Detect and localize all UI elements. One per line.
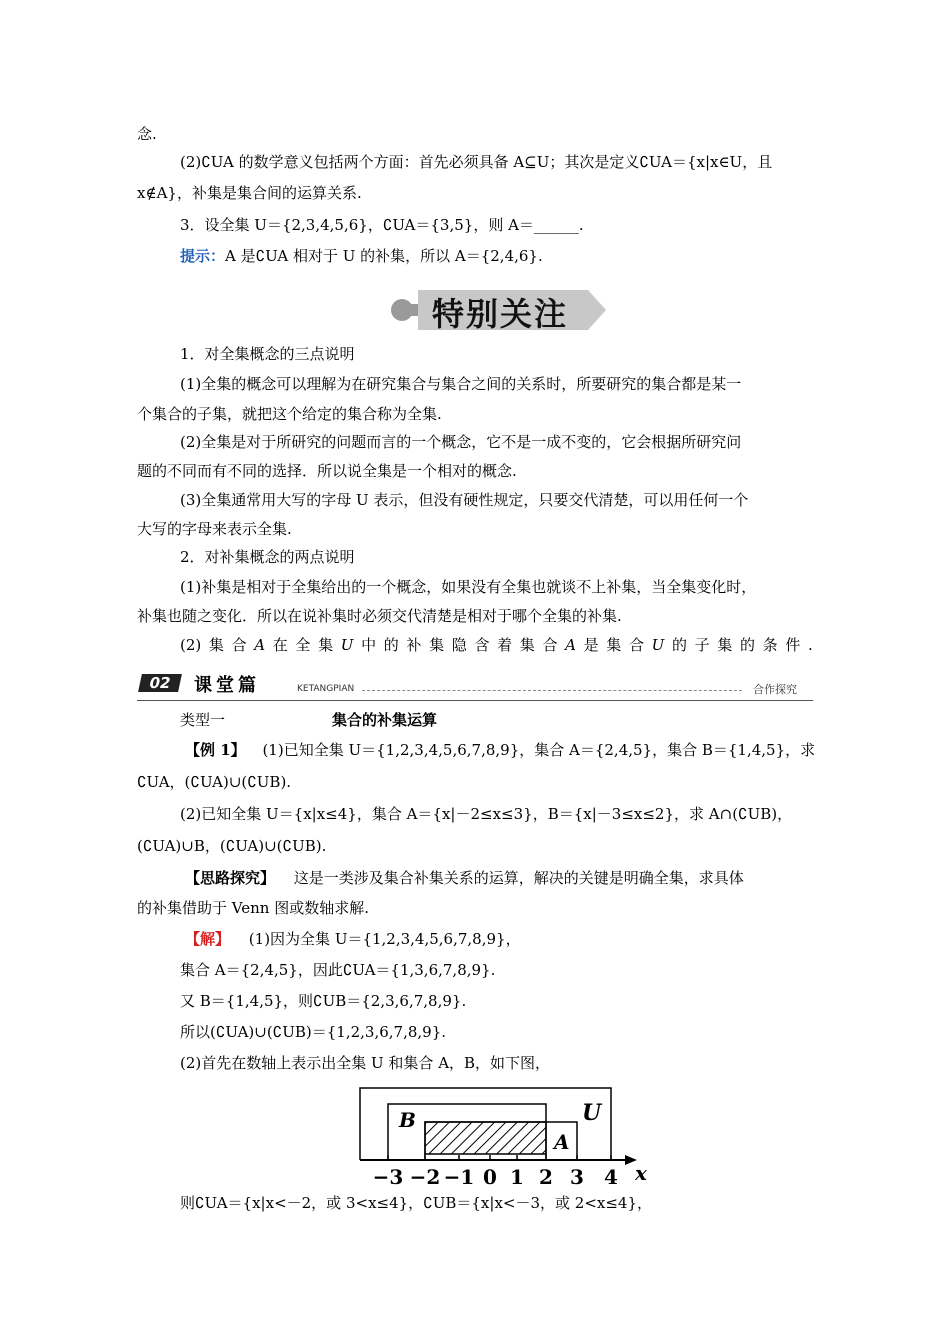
intersection-hatch bbox=[425, 1122, 546, 1154]
text-line: (1)全集的概念可以理解为在研究集合与集合之间的关系时，所要研究的集合都是某一 bbox=[180, 375, 742, 393]
text-line: ∁UA，(∁UA)∪(∁UB). bbox=[137, 773, 292, 791]
set-u-label: U bbox=[582, 1100, 602, 1126]
tick-label: 3 bbox=[570, 1165, 584, 1189]
text-line: x∉A}，补集是集合间的运算关系. bbox=[137, 184, 362, 202]
tick-label: 0 bbox=[483, 1165, 497, 1189]
text-line: 则∁UA＝{x|x<－2，或 3<x≤4}，∁UB＝{x|x<－3，或 2<x≤4}， bbox=[180, 1194, 653, 1212]
text-line: (3)全集通常用大写的字母 U 表示，但没有硬性规定，只要交代清楚，可以用任何一个 bbox=[180, 491, 749, 509]
tick-label: −2 bbox=[409, 1165, 441, 1189]
tick-label: 4 bbox=[604, 1165, 618, 1189]
tick-label: −3 bbox=[372, 1165, 404, 1189]
type-label: 类型一 bbox=[180, 711, 226, 729]
char: 合 bbox=[542, 636, 558, 654]
example-line bbox=[185, 740, 815, 760]
text-line: 所以(∁UA)∪(∁UB)＝{1,2,3,6,7,8,9}. bbox=[180, 1023, 447, 1041]
char: 含 bbox=[474, 636, 490, 654]
char: 集 bbox=[208, 636, 224, 654]
think-text: 这是一类涉及集合补集关系的运算，解决的关键是明确全集，求具体 bbox=[293, 869, 744, 887]
char: A bbox=[254, 636, 266, 654]
set-a-label: A bbox=[554, 1130, 570, 1154]
think-line bbox=[185, 868, 744, 888]
char: 全 bbox=[295, 636, 311, 654]
char: 隐 bbox=[451, 636, 467, 654]
text-line: (2)首先在数轴上表示出全集 U 和集合 A，B，如下图， bbox=[180, 1054, 551, 1072]
example-label: 【例 1】 bbox=[185, 741, 246, 759]
char: . bbox=[807, 636, 813, 654]
section-number-badge: 02 bbox=[138, 674, 182, 692]
text-line: 个集合的子集，就把这个给定的集合称为全集. bbox=[137, 405, 442, 423]
char: 件 bbox=[785, 636, 801, 654]
hint-line bbox=[180, 246, 543, 266]
text-line: 1．对全集概念的三点说明 bbox=[180, 345, 355, 363]
text-line: (2)∁UA 的数学意义包括两个方面：首先必须具备 A⊆U；其次是定义∁UA＝{x|x∈U，且 bbox=[180, 153, 773, 171]
text-line: 又 B＝{1,4,5}，则∁UB＝{2,3,6,7,8,9}. bbox=[180, 992, 467, 1010]
section-title: 课堂篇 bbox=[194, 675, 260, 696]
text-line: 的补集借助于 Venn 图或数轴求解. bbox=[137, 899, 369, 917]
text-line: 2．对补集概念的两点说明 bbox=[180, 548, 355, 566]
char: 子 bbox=[694, 636, 710, 654]
tick-label: 2 bbox=[539, 1165, 553, 1189]
char: 补 bbox=[406, 636, 422, 654]
section-divider bbox=[362, 690, 742, 691]
example-text: (1)已知全集 U＝{1,2,3,4,5,6,7,8,9}，集合 A＝{2,4,5}，集合 B＝{1,4,5}，求 bbox=[262, 741, 816, 759]
section-tag: 合作探究 bbox=[753, 683, 797, 696]
text-line: 大写的字母来表示全集. bbox=[137, 520, 292, 538]
think-label: 【思路探究】 bbox=[185, 869, 276, 887]
text-line: (∁UA)∪B，(∁UA)∪(∁UB). bbox=[137, 837, 327, 855]
text-line: (2)已知全集 U＝{x|x≤4}，集合 A＝{x|－2≤x≤3}，B＝{x|－3≤x≤2}，求 A∩(∁UB)， bbox=[180, 805, 793, 823]
char: (2) bbox=[180, 636, 202, 654]
char: 的 bbox=[739, 636, 755, 654]
solution-line bbox=[185, 929, 521, 949]
char: 集 bbox=[318, 636, 334, 654]
char: 着 bbox=[497, 636, 513, 654]
hint-label: 提示： bbox=[180, 247, 226, 265]
number-line-diagram bbox=[355, 1080, 655, 1190]
char: 集 bbox=[429, 636, 445, 654]
set-b-label: B bbox=[399, 1108, 416, 1132]
justified-line bbox=[180, 635, 813, 655]
text-line: 题的不同而有不同的选择．所以说全集是一个相对的概念. bbox=[137, 462, 517, 480]
char: 在 bbox=[272, 636, 288, 654]
char: 集 bbox=[717, 636, 733, 654]
char: 的 bbox=[383, 636, 399, 654]
text-line: (1)补集是相对于全集给出的一个概念，如果没有全集也就谈不上补集，当全集变化时， bbox=[180, 578, 757, 596]
text-line: 集合 A＝{2,4,5}，因此∁UA＝{1,3,6,7,8,9}. bbox=[180, 961, 496, 979]
char: 条 bbox=[762, 636, 778, 654]
section-subtitle: KETANGPIAN bbox=[297, 684, 355, 694]
char: U bbox=[651, 636, 665, 654]
text-line: 补集也随之变化．所以在说补集时必须交代清楚是相对于哪个全集的补集. bbox=[137, 607, 622, 625]
axis-label: x bbox=[635, 1161, 647, 1185]
char: 的 bbox=[671, 636, 687, 654]
char: 集 bbox=[606, 636, 622, 654]
char: 中 bbox=[361, 636, 377, 654]
char: 合 bbox=[628, 636, 644, 654]
solution-text: (1)因为全集 U＝{1,2,3,4,5,6,7,8,9}， bbox=[248, 930, 521, 948]
char: 合 bbox=[231, 636, 247, 654]
solution-label: 【解】 bbox=[185, 930, 231, 948]
text-line: (2)全集是对于所研究的问题而言的一个概念，它不是一成不变的，它会根据所研究问 bbox=[180, 433, 742, 451]
text-line: 念. bbox=[137, 125, 157, 143]
hint-text: A 是∁UA 相对于 U 的补集，所以 A＝{2,4,6}. bbox=[225, 247, 543, 265]
char: 是 bbox=[583, 636, 599, 654]
banner-title: 特别关注 bbox=[432, 295, 569, 333]
char: U bbox=[340, 636, 354, 654]
char: A bbox=[565, 636, 576, 654]
type-title: 集合的补集运算 bbox=[332, 711, 438, 729]
tick-label: −1 bbox=[443, 1165, 475, 1189]
char: 集 bbox=[519, 636, 535, 654]
section-underline bbox=[137, 700, 813, 701]
tick-label: 1 bbox=[510, 1165, 524, 1189]
question-line: 3．设全集 U＝{2,3,4,5,6}，∁UA＝{3,5}，则 A＝______. bbox=[180, 216, 584, 234]
